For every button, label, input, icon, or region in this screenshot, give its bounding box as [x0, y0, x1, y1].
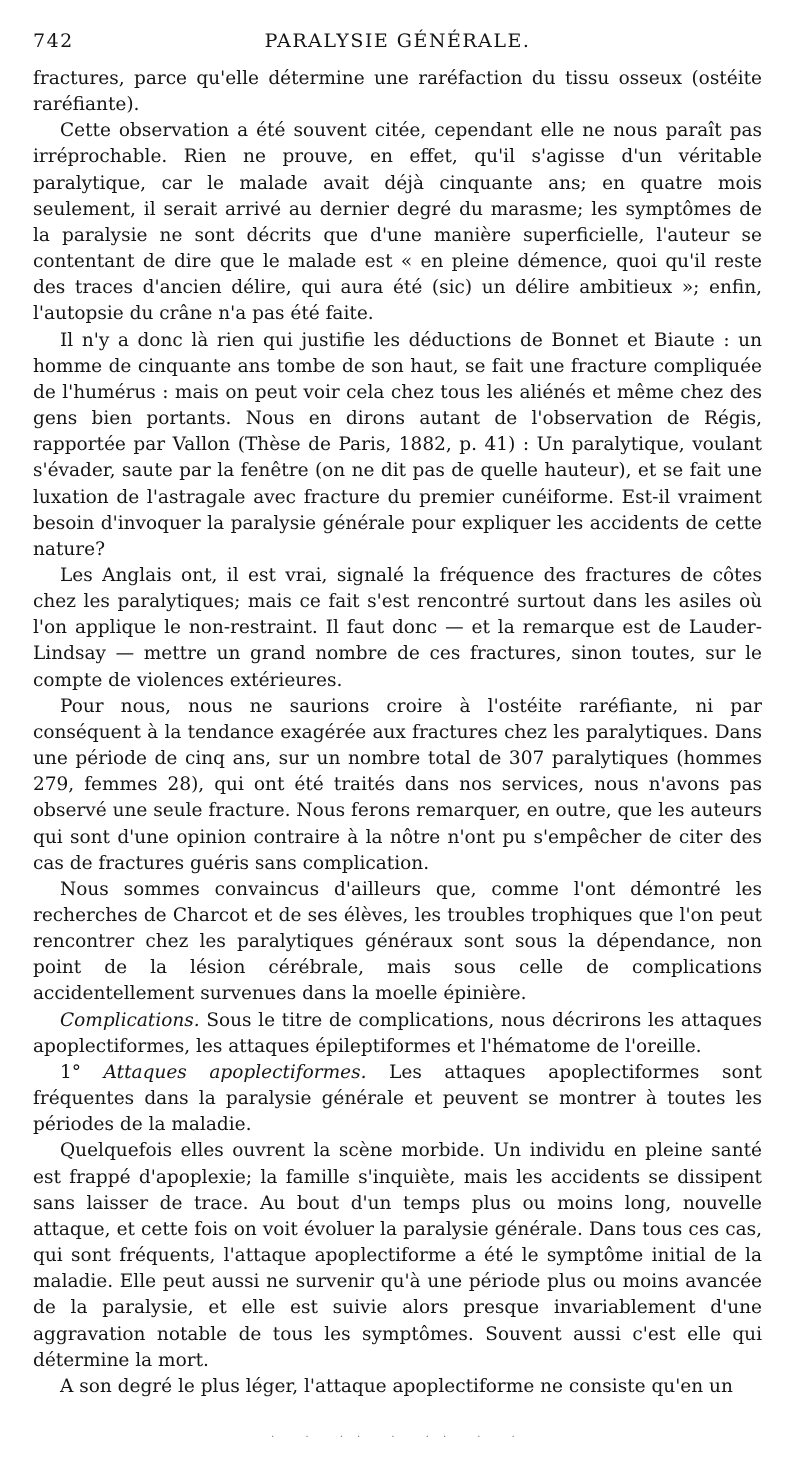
- body-text: [33, 66, 762, 1400]
- paragraph: Nous sommes convaincus d'ailleurs que, comme l'ont démontré les recherches de Charcot et de ses élèves, les troubles trophiques que l'on peut rencontrer chez les paralytiques généraux sont sous la dépendance, non point de la lésion cérébrale, mais sous celle de complications accidentellement survenues dans la moelle épinière.: [33, 878, 762, 1005]
- section-title: Complications.: [60, 1009, 200, 1031]
- section-number: 1°: [60, 1061, 82, 1083]
- paragraph-complications: Complications. Sous le titre de complications, nous décrirons les attaques apoplectiformes, les attaques épileptiformes et l'hématome de l'oreille.: [33, 1009, 762, 1057]
- paragraph: Les Anglais ont, il est vrai, signalé la fréquence des fractures de côtes chez les paralytiques; mais ce fait s'est rencontré surtout dans les asiles où l'on applique le non-restraint. Il faut donc — et la remarque est de Lauder-Lindsay — mettre un grand nombre de ces fractures, sinon toutes, sur le compte de violences extérieures.: [33, 564, 762, 691]
- paragraph-last: A son degré le plus léger, l'attaque apoplectiforme ne consiste qu'en un: [60, 1375, 733, 1397]
- paragraph-attaques: 1° Attaques apoplectiformes. Les attaques apoplectiformes sont fréquentes dans la paralysie générale et peuvent se montrer à toutes les périodes de la maladie.: [33, 1061, 762, 1136]
- running-title: PARALYSIE GÉNÉRALE.: [264, 30, 531, 52]
- subsection-title: Attaques apoplectiformes.: [103, 1061, 367, 1083]
- paragraph: Pour nous, nous ne saurions croire à l'ostéite raréfiante, ni par conséquent à la tendance exagérée aux fractures chez les paralytiques. Dans une période de cinq ans, sur un nombre total de 307 paralytiques (hommes 279, femmes 28), qui ont été traités dans nos services, nous n'avons pas observé une seule fracture. Nous ferons remarquer, en outre, que les auteurs qui sont d'une opinion contraire à la nôtre n'ont pu s'empêcher de citer des cas de fractures guéris sans complication.: [33, 695, 762, 874]
- page-number: 742: [33, 30, 74, 52]
- paragraph: Il n'y a donc là rien qui justifie les déductions de Bonnet et Biaute : un homme de cinquante ans tombe de son haut, se fait une fracture compliquée de l'humérus : mais on peut voir cela chez tous les aliénés et même chez des gens bien portants. Nous en dirons autant de l'observation de Régis, rapportée par Vallon (Thèse de Paris, 1882, p. 41) : Un paralytique, voulant s'évader, saute par la fenêtre (on ne dit pas de quelle hauteur), et se fait une luxation de l'astragale avec fracture du premier cunéiforme. Est-il vraiment besoin d'invoquer la paralysie générale pour expliquer les accidents de cette nature?: [33, 329, 762, 560]
- page-header: [33, 30, 762, 60]
- paragraph: Cette observation a été souvent citée, cependant elle ne nous paraît pas irréprochable. Rien ne prouve, en effet, qu'il s'agisse d'un véritable paralytique, car le malade avait déjà cinquante ans; en quatre mois seulement, il serait arrivé au dernier degré du marasme; les symptômes de la paralysie ne sont décrits que d'une manière superficielle, l'auteur se contentant de dire que le malade est « en pleine démence, quoi qu'il reste des traces d'ancien délire, qui aura été (sic) un délire ambitieux »; enfin, l'autopsie du crâne n'a pas été faite.: [33, 120, 762, 325]
- scan-artifact: · · ·· · ·· · ·: [271, 1432, 529, 1443]
- paragraph: Quelquefois elles ouvrent la scène morbide. Un individu en pleine santé est frappé d'apoplexie; la famille s'inquiète, mais les accidents se dissipent sans laisser de trace. Au bout d'un temps plus ou moins long, nouvelle attaque, et cette fois on voit évoluer la paralysie générale. Dans tous ces cas, qui sont fréquents, l'attaque apoplectiforme a été le symptôme initial de la maladie. Elle peut aussi ne survenir qu'à une période plus ou moins avancée de la paralysie, et elle est suivie alors presque invariablement d'une aggravation notable de tous les symptômes. Souvent aussi c'est elle qui détermine la mort.: [33, 1140, 762, 1371]
- paragraph-continuation: fractures, parce qu'elle détermine une raréfaction du tissu osseux (ostéite raréfiante).: [33, 68, 762, 116]
